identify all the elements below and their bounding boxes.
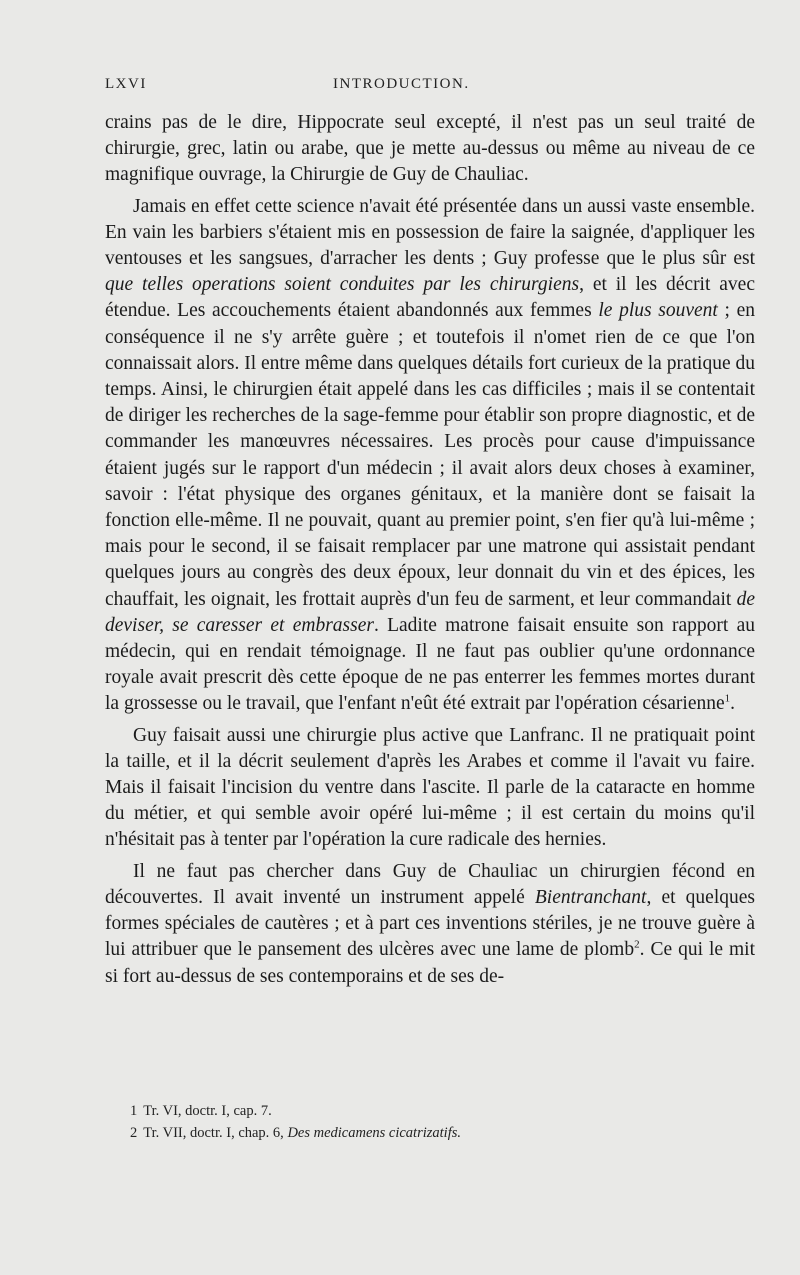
text-run: Jamais en effet cette science n'avait été présentée dans un aussi vaste ensemble. En vain les barbiers s'étaient mis en possession de faire la saignée, d'appliquer les ventouses et les sangsues, d'arracher les dents ; Guy professe que le plus sûr est	[105, 195, 755, 270]
footnote-title: Des medicamens cicatrizatifs.	[287, 1125, 462, 1141]
footnote-text: Tr. VI, doctr. I, cap. 7.	[143, 1103, 272, 1119]
text-run: .	[730, 693, 736, 715]
footnote-ref-1: 1	[724, 692, 731, 705]
footnote-number: 1	[130, 1103, 138, 1119]
italic-quote: de deviser, se caresser et embrasser	[105, 588, 755, 636]
page-number: LXVI	[105, 76, 147, 92]
italic-term: Bientranchant	[534, 886, 647, 908]
footnote-ref-2: 2	[634, 938, 640, 951]
running-title: INTRODUCTION.	[333, 76, 470, 92]
text-run: . Ladite matrone faisait ensuite son rapport au médecin, qui en rendait témoignage. Il ne faut pas oublier qu'une ordonnance royale avait prescrit dès cette époque de ne pas enterrer les femmes mortes durant la grossesse ou le travail, que l'enfant n'eût été extrait par l'opération césarienne	[105, 614, 755, 715]
paragraph-4	[105, 859, 755, 990]
footnote-number: 2	[130, 1125, 138, 1141]
text-run: , et il les décrit avec étendue. Les accouchements étaient abandonnés aux femmes	[105, 274, 755, 322]
text-run: Il ne faut pas chercher dans Guy de Chauliac un chirurgien fécond en découvertes. Il avait inventé un instrument appelé	[105, 860, 755, 908]
footnotes	[130, 1100, 750, 1144]
main-text	[105, 110, 755, 995]
paragraph-2	[105, 194, 755, 718]
paragraph-3: Guy faisait aussi une chirurgie plus active que Lanfranc. Il ne pratiquait point la taille, et il la décrit seulement d'après les Arabes et comme il l'avait vu faire. Mais il faisait l'incision du ventre dans l'ascite. Il parle de la cataracte en homme du métier, et qui semble avoir opéré lui-même ; il est certain du moins qu'il n'hésitait pas à tenter par l'opération la cure radicale des hernies.	[105, 724, 755, 851]
footnote-2	[130, 1122, 750, 1144]
footnote-1	[130, 1100, 750, 1122]
text-run: , et quelques formes spéciales de cautères ; et à part ces inventions stériles, je ne trouve guère à lui attribuer que le pansement des ulcères avec une lame de plomb	[105, 886, 755, 961]
text-run: ; en conséquence il ne s'y arrête guère ; et toutefois il n'omet rien de ce que l'on connaissait alors. Il entre même dans quelques détails fort curieux de la pratique du temps. Ainsi, le chirurgien était appelé dans les cas difficiles ; mais il se contentait de diriger les recherches de la sage-femme pour établir son propre diagnostic, et de commander les manœuvres nécessaires. Les procès pour cause d'impuissance étaient jugés sur le rapport d'un médecin ; il avait alors deux choses à examiner, savoir : l'état physique des organes génitaux, et la manière dont se faisait la fonction elle-même. Il ne pouvait, quant au premier point, s'en fier qu'à lui-même ; mais pour le second, il se faisait remplacer par une matrone qui assistait pendant quelques jours au congrès des deux époux, leur donnait du vin et des épices, les chauffait, les oignait, les frottait auprès d'un feu de sarment, et leur commandait	[105, 300, 756, 610]
text-run: . Ce qui le mit si fort au-dessus de ses contemporains et de ses de-	[105, 939, 756, 987]
page-header	[105, 76, 755, 100]
paragraph-1: crains pas de le dire, Hippocrate seul excepté, il n'est pas un seul traité de chirurgie, grec, latin ou arabe, que je mette au-dessus ou même au niveau de ce magnifique ouvrage, la Chirurgie de Guy de Chauliac.	[105, 112, 755, 186]
italic-quote: le plus souvent	[598, 300, 718, 322]
italic-quote: que telles operations soient conduites par les chirurgiens	[105, 274, 580, 296]
footnote-text: Tr. VII, doctr. I, chap. 6,	[143, 1125, 288, 1141]
